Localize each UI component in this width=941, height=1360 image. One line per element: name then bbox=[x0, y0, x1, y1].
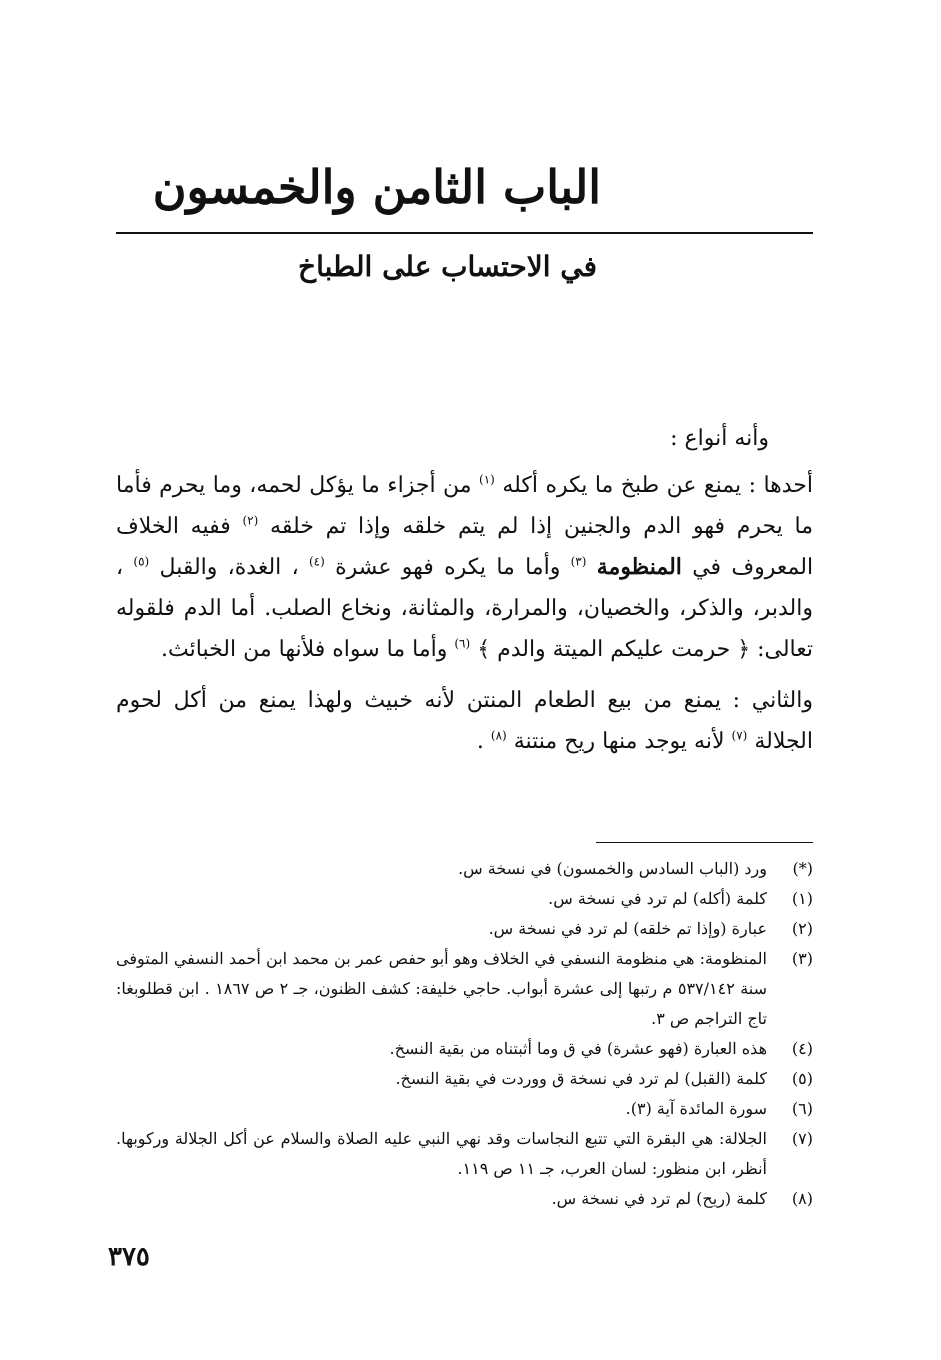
item-text: ، والدبر، والذكر، والخصيان، والمرارة، والمثانة، ونخاع الصلب. أما الدم فلقوله تعالى: ﴿ حرمت عليكم الميتة والدم ﴾ bbox=[116, 555, 813, 662]
footnote bbox=[116, 1094, 813, 1124]
footnote-ref: (١) bbox=[479, 472, 495, 487]
footnote bbox=[116, 1064, 813, 1094]
footnote-text: كلمة (ريح) لم ترد في نسخة س. bbox=[551, 1189, 767, 1208]
intro-line: وأنه أنواع : bbox=[670, 426, 769, 451]
footnote-number: (١) bbox=[791, 889, 813, 908]
footnote-number: (٣) bbox=[791, 949, 813, 968]
item-text: وأما ما سواه فلأنها من الخبائث. bbox=[161, 637, 448, 662]
footnotes bbox=[116, 854, 813, 1214]
item-text: لأنه يوجد منها ريح منتنة bbox=[513, 729, 725, 754]
item-text: وأما ما يكره فهو عشرة bbox=[335, 555, 561, 580]
footnote-ref: (٤) bbox=[308, 554, 325, 569]
item-text: يمنع من بيع الطعام المنتن لأنه خبيث ولهذا يمنع من أكل لحوم الجلالة bbox=[116, 688, 813, 754]
footnote-ref: (٥) bbox=[133, 554, 150, 569]
footnote-text: كلمة (القبل) لم ترد في نسخة ق ووردت في بقية النسخ. bbox=[395, 1069, 767, 1088]
paragraph-second-type bbox=[116, 680, 813, 762]
paragraph-first-type bbox=[116, 465, 813, 670]
main-text bbox=[116, 418, 813, 772]
item-lead: والثاني : bbox=[732, 688, 813, 713]
footnote bbox=[116, 1034, 813, 1064]
footnote-text: سورة المائدة آية (٣). bbox=[625, 1099, 767, 1118]
footnote bbox=[116, 944, 813, 1034]
bold-term: المنظومة bbox=[596, 554, 682, 580]
footnote-number: (٥) bbox=[791, 1069, 813, 1088]
footnote-ref: (٨) bbox=[490, 728, 507, 743]
page-number: ٣٧٥ bbox=[108, 1242, 150, 1272]
footnote-ref: (٦) bbox=[454, 636, 471, 651]
footnote bbox=[116, 884, 813, 914]
footnote-number: (٦) bbox=[791, 1099, 813, 1118]
footnote-number: (*) bbox=[792, 859, 813, 878]
footnote-number: (٨) bbox=[791, 1189, 813, 1208]
footnote-ref: (٣) bbox=[570, 554, 587, 569]
title-rule bbox=[116, 232, 813, 234]
footnote-text: المنظومة: هي منظومة النسفي في الخلاف وهو أبو حفص عمر بن محمد ابن أحمد النسفي المتوفى سنة ٥٣٧/١٤٢ م رتبها إلى عشرة أبواب. حاجي خليفة: كشف الظنون، جـ ٢ ص ١٨٦٧ . ابن قطلوبغا: تاج التراجم ص ٣. bbox=[116, 949, 768, 1028]
item-text: ، الغدة، والقبل bbox=[159, 555, 299, 580]
footnote-number: (٤) bbox=[791, 1039, 813, 1058]
footnote-text: هذه العبارة (فهو عشرة) في ق وما أثبتناه من بقية النسخ. bbox=[389, 1039, 767, 1058]
footnote-ref: (٢) bbox=[242, 513, 259, 528]
chapter-title: الباب الثامن والخمسون bbox=[152, 160, 601, 214]
item-text: من أجزاء ما يؤكل لحمه، وما يحرم فأما ما يحرم فهو الدم والجنين إذا لم يتم خلقه وإذا تم خلقه bbox=[116, 473, 813, 539]
footnote-number: (٧) bbox=[791, 1129, 813, 1148]
footnote bbox=[116, 854, 813, 884]
item-text: يمنع عن طبخ ما يكره أكله bbox=[502, 473, 742, 498]
footnote-text: ورد (الباب السادس والخمسون) في نسخة س. bbox=[458, 859, 767, 878]
item-text: . bbox=[476, 729, 484, 754]
footnote bbox=[116, 914, 813, 944]
footnote bbox=[116, 1124, 813, 1184]
footnote-ref: (٧) bbox=[731, 728, 748, 743]
item-text: ففيه الخلاف المعروف في bbox=[116, 514, 814, 580]
footnote bbox=[116, 1184, 813, 1214]
footnote-separator bbox=[596, 842, 813, 843]
footnote-number: (٢) bbox=[791, 919, 813, 938]
footnote-text: الجلالة: هي البقرة التي تتبع النجاسات وقد نهي النبي عليه الصلاة والسلام عن أكل الجلالة وركوبها. أنظر، ابن منظور: لسان العرب، جـ ١١ ص ١١٩. bbox=[116, 1129, 768, 1178]
item-lead: أحدها : bbox=[748, 473, 814, 498]
footnote-text: عبارة (وإذا تم خلقه) لم ترد في نسخة س. bbox=[488, 919, 767, 938]
footnote-text: كلمة (أكله) لم ترد في نسخة س. bbox=[548, 889, 767, 908]
chapter-subtitle: في الاحتساب على الطباخ bbox=[298, 250, 597, 283]
